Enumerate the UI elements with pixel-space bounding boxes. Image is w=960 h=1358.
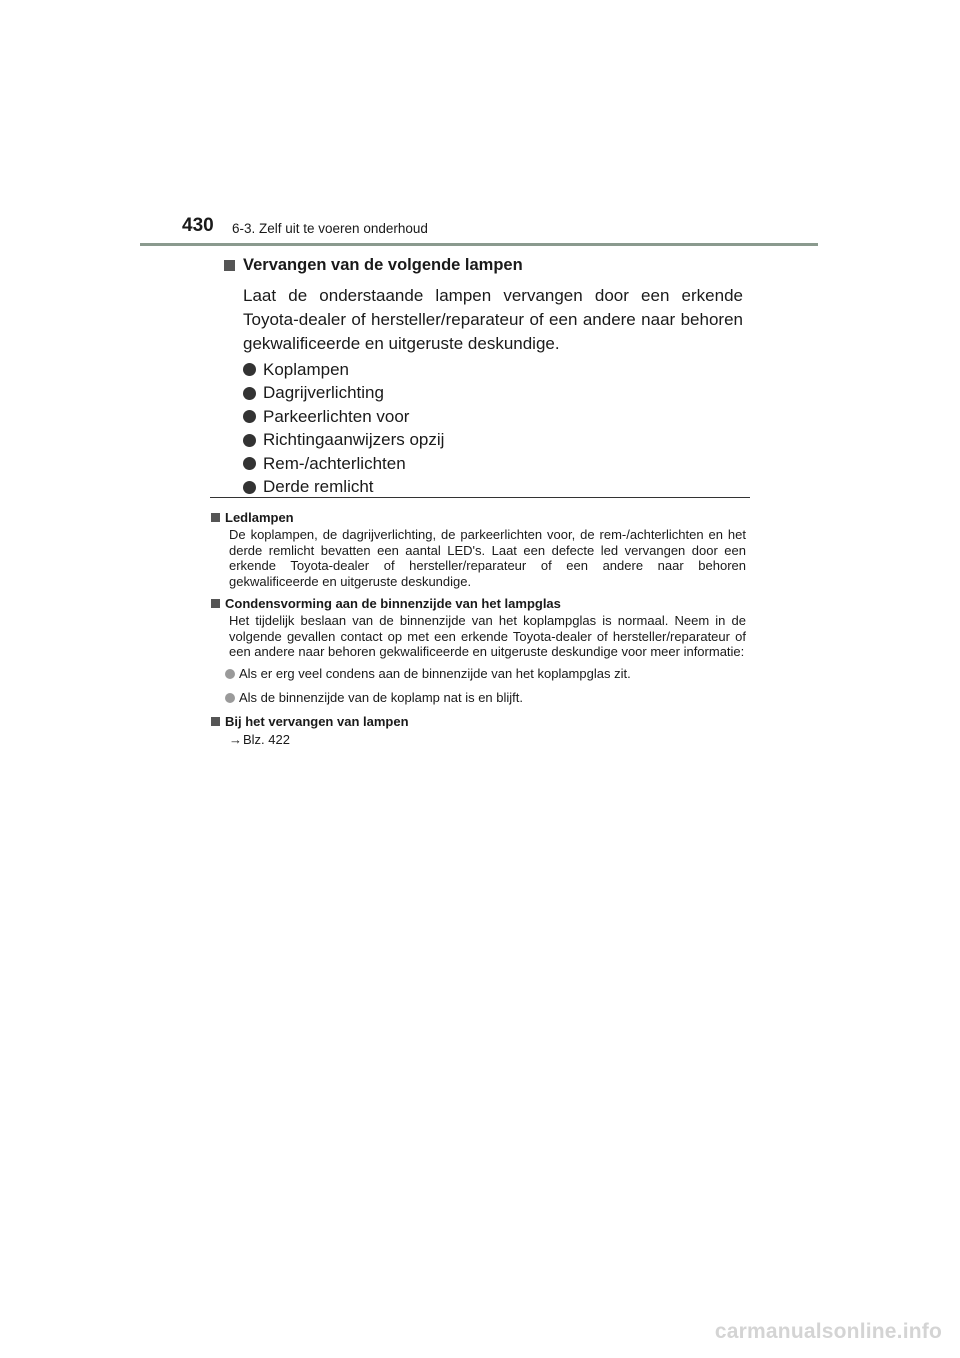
list-item (243, 358, 754, 382)
list-item (225, 688, 746, 708)
list-item-text: Als er erg veel condens aan de binnenzijde van het koplampglas zit. (239, 666, 631, 681)
bullet-icon (225, 669, 235, 679)
square-bullet-icon (211, 513, 220, 522)
list-item (243, 476, 754, 500)
list-item (243, 429, 754, 453)
note-heading (211, 594, 746, 612)
list-item (243, 405, 754, 429)
bullet-icon (243, 363, 256, 376)
page-reference[interactable] (229, 731, 746, 749)
bullet-icon (243, 434, 256, 447)
note-condensvorming (211, 594, 746, 708)
section-label: 6-3. Zelf uit te voeren onderhoud (232, 221, 428, 236)
list-item-text: Derde remlicht (263, 477, 374, 497)
note-body: De koplampen, de dagrijverlichting, de parkeerlichten voor, de rem-/achterlichten en het derde remlicht bevatten een aantal LED's. Laat een defecte led vervangen door een erkende Toyota-dealer of hersteller/reparateur of een andere naar behoren gekwalificeerde en uitgeruste deskundige. (229, 527, 746, 589)
list-item-text: Rem-/achterlichten (263, 453, 406, 473)
note-heading (211, 508, 746, 526)
list-item-text: Dagrijverlichting (263, 383, 384, 403)
bullet-icon (243, 481, 256, 494)
main-paragraph: Laat de onderstaande lampen vervangen door een erkende Toyota-dealer of hersteller/reparateur of een andere naar behoren gekwalificeerde en uitgeruste deskundige. (243, 286, 743, 353)
page-reference-text: Blz. 422 (243, 732, 290, 747)
note-vervangen (211, 713, 746, 749)
main-heading (224, 252, 754, 278)
square-bullet-icon (211, 599, 220, 608)
note-body: Het tijdelijk beslaan van de binnenzijde van het koplampglas is normaal. Neem in de volgende gevallen contact op met een erkende Toyota-dealer of hersteller/reparateur of een andere naar behoren gekwalificeerde en uitgeruste deskundige voor meer informatie: (229, 613, 746, 659)
main-heading-text: Vervangen van de volgende lampen (243, 255, 523, 274)
square-bullet-icon (224, 260, 235, 271)
section-divider (210, 497, 750, 498)
lamp-list (243, 358, 754, 499)
header-rule (140, 243, 818, 246)
page-number: 430 (182, 215, 214, 236)
note-heading-text: Ledlampen (225, 509, 294, 525)
note-heading-text: Condensvorming aan de binnenzijde van het lampglas (225, 595, 561, 611)
watermark-logo: carmanualsonline.info (714, 1320, 942, 1343)
arrow-right-icon: → (229, 732, 242, 747)
main-section (224, 252, 754, 499)
bullet-icon (243, 387, 256, 400)
list-item-text: Parkeerlichten voor (263, 406, 410, 426)
bullet-icon (243, 410, 256, 423)
list-item-text: Koplampen (263, 359, 350, 379)
bullet-icon (225, 693, 235, 703)
note-heading-text: Bij het vervangen van lampen (225, 714, 409, 729)
list-item-text: Richtingaanwijzers opzij (263, 430, 445, 450)
list-item (243, 382, 754, 406)
notes-section (211, 508, 746, 754)
list-item-text: Als de binnenzijde van de koplamp nat is en blijft. (239, 690, 524, 705)
square-bullet-icon (211, 717, 220, 726)
note-heading (211, 713, 746, 731)
bullet-icon (243, 457, 256, 470)
list-item (225, 664, 746, 684)
list-item (243, 452, 754, 476)
note-ledlampen (211, 508, 746, 589)
